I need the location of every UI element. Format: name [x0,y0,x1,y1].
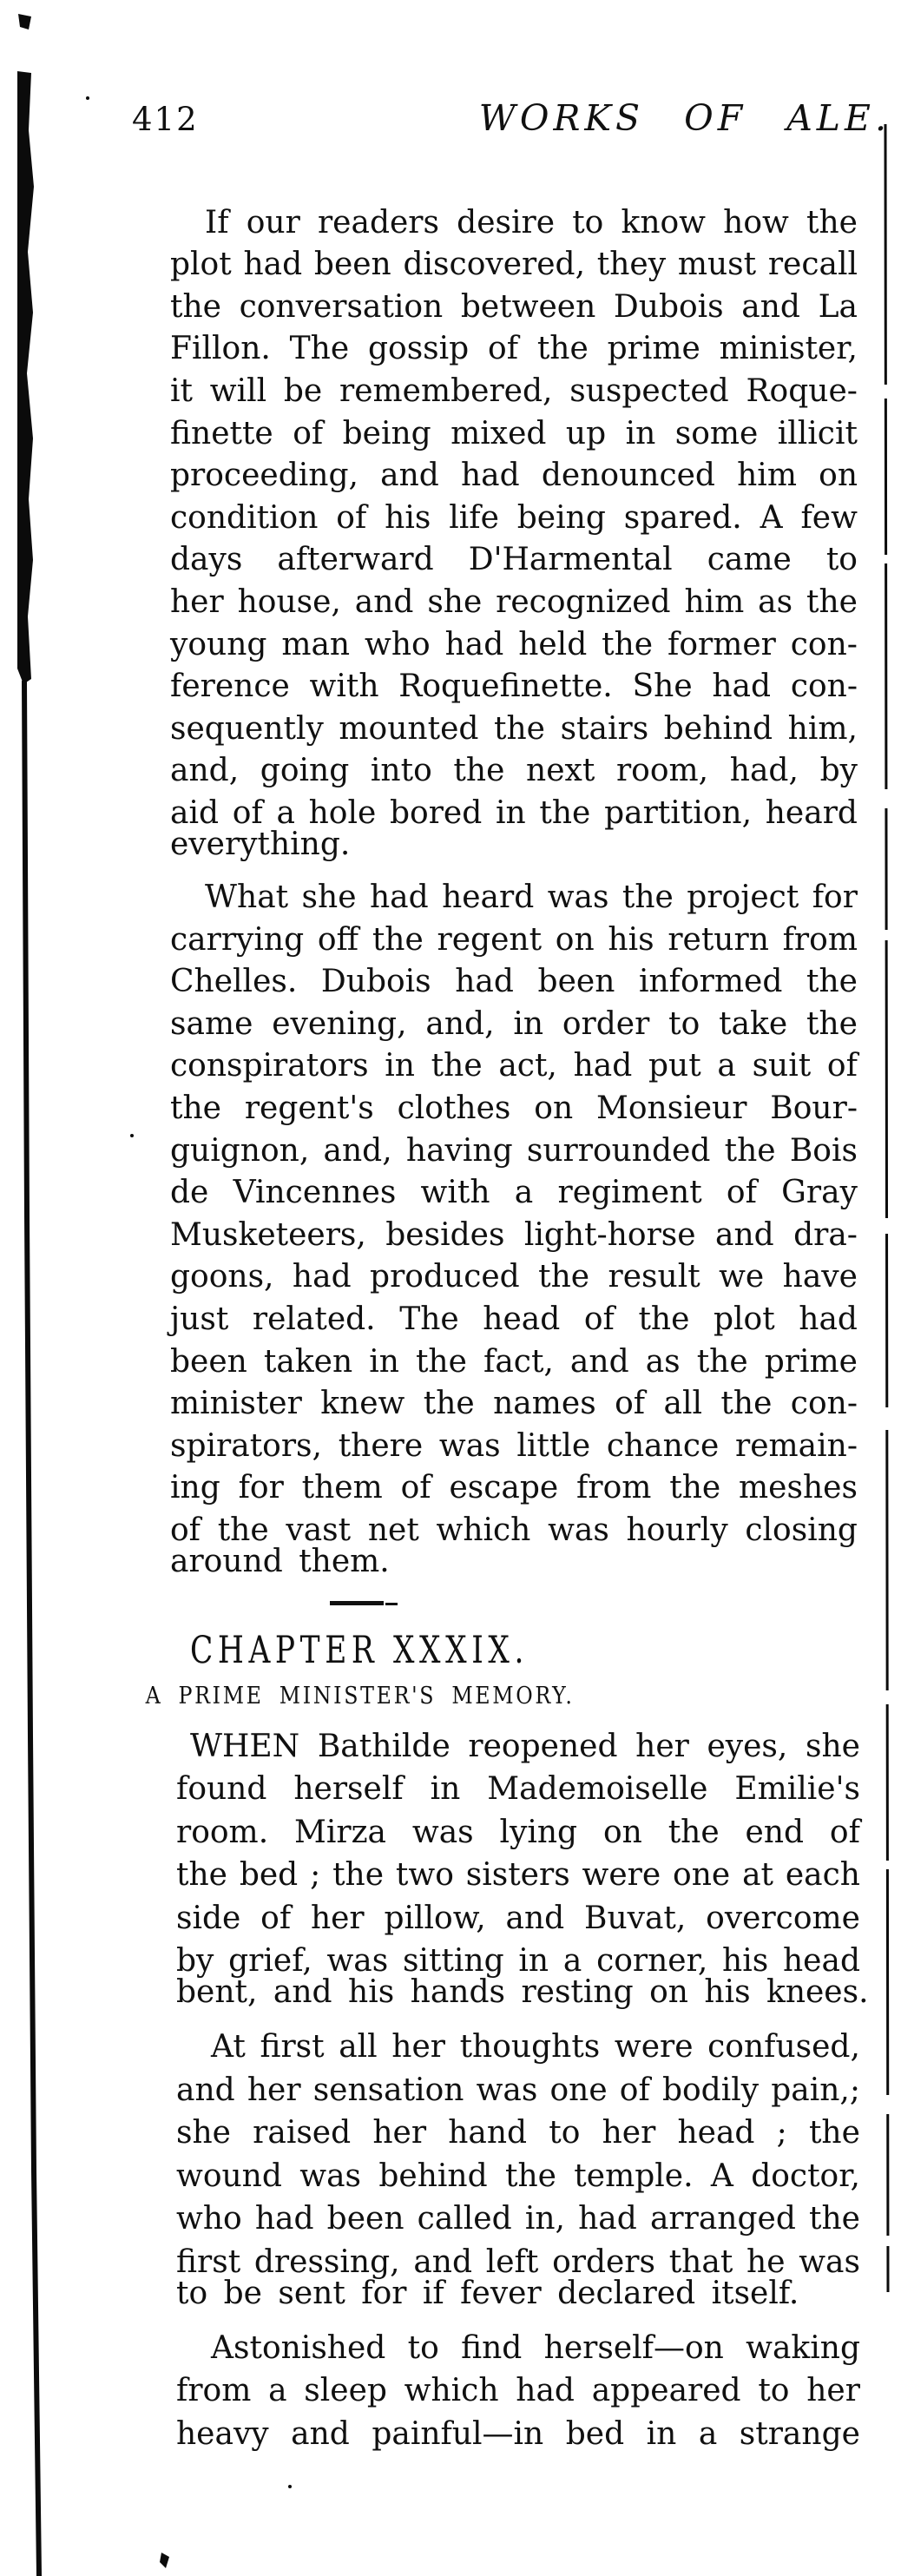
text-line: Fillon. The gossip of the prime minister, [170,331,858,367]
text-column-lower [176,1719,869,2452]
text-line: her house, and she recognized him as the [170,583,858,620]
section-divider-rule [330,1601,384,1605]
text-line: condition of his life being spared. A few [170,499,858,536]
text-line: ing for them of escape from the meshes [170,1470,858,1506]
text-line: wound was behind the temple. A doctor, [176,2158,860,2194]
text-line: At first all her thoughts were confused, [211,2029,860,2065]
speck [86,96,89,100]
gutter-shadow-line [24,681,39,2576]
text-line: the regent's clothes on Monsieur Bour- [170,1090,858,1127]
text-line: proceeding, and had denounced him on [170,458,858,494]
text-line: sequently mounted the stairs behind him, [170,710,858,747]
text-line: What she had heard was the project for [205,880,858,916]
text-line: minister knew the names of all the con- [170,1386,858,1422]
text-line: young man who had held the former con- [170,626,858,662]
text-line: who had been called in, had arranged the [176,2201,860,2237]
text-line: Musketeers, besides light-horse and dra- [170,1216,858,1253]
text-line: If our readers desire to know how the [205,204,858,240]
text-line: of the vast net which was hourly closing [170,1512,858,1548]
text-line: and, going into the next room, had, by [170,753,858,789]
text-line: to be sent for if fever declared itself. [176,2275,799,2311]
text-line: around them. [170,1544,390,1579]
text-line: ference with Roquefinette. She had con- [170,669,858,705]
text-line: she raised her hand to her head ; the [176,2115,860,2151]
text-line: the bed ; the two sisters were one at each [176,1857,860,1893]
text-line: conspirators in the act, had put a suit of [170,1048,858,1084]
text-line: WHEN Bathilde reopened her eyes, she [190,1728,860,1764]
text-line: the conversation between Dubois and La [170,288,858,325]
speck [130,1134,134,1137]
text-column-upper [170,196,858,1589]
text-line: de Vincennes with a regiment of Gray [170,1175,858,1211]
corner-ink-blob [18,14,31,30]
text-line: carrying off the regent on his return from [170,921,858,958]
text-line: it will be remembered, suspected Roque- [170,372,858,409]
text-line: Astonished to find herself—on waking [211,2329,860,2366]
text-line: goons, had produced the result we have [170,1259,858,1295]
text-line: side of her pillow, and Buvat, overcome [176,1900,860,1936]
chapter-title: CHAPTER XXXIX. [189,1629,529,1672]
text-line: plot had been discovered, they must recall [170,247,858,283]
page-edge-line [885,124,888,2292]
text-line: Chelles. Dubois had been informed the [170,964,858,1000]
text-line: been taken in the fact, and as the prime [170,1343,858,1380]
text-line: guignon, and, having surrounded the Bois [170,1132,858,1169]
page-number: 412 [132,101,199,138]
text-line: spirators, there was little chance remain- [170,1427,858,1464]
text-line: same evening, and, in order to take the [170,1005,858,1042]
text-line: finette of being mixed up in some illicit [170,415,858,451]
text-line: heavy and painful—in bed in a strange [176,2415,860,2452]
gutter-shadow-band [17,71,34,684]
text-line: found herself in Mademoiselle Emilie's [176,1771,860,1807]
text-line: by grief, was sitting in a corner, his head [176,1943,860,1979]
text-line: and her sensation was one of bodily pain,; [176,2072,860,2108]
text-line: from a sleep which had appeared to her [176,2373,860,2408]
text-line: just related. The head of the plot had [170,1301,858,1338]
text-line: room. Mirza was lying on the end of [176,1814,860,1850]
running-title: WORKS OF ALE. [478,97,891,139]
text-line: aid of a hole bored in the partition, heard [170,794,858,831]
bottom-ink-mark [160,2553,169,2568]
chapter-subtitle: A PRIME MINISTER'S MEMORY. [145,1683,575,1710]
text-line: first dressing, and left orders that he was [176,2243,860,2280]
text-line: everything. [170,826,351,862]
text-line: days afterward D'Harmental came to [170,542,858,578]
text-line: bent, and his hands resting on his knees. [176,1974,869,2010]
speck [288,2485,292,2488]
section-divider-tick [385,1603,398,1605]
